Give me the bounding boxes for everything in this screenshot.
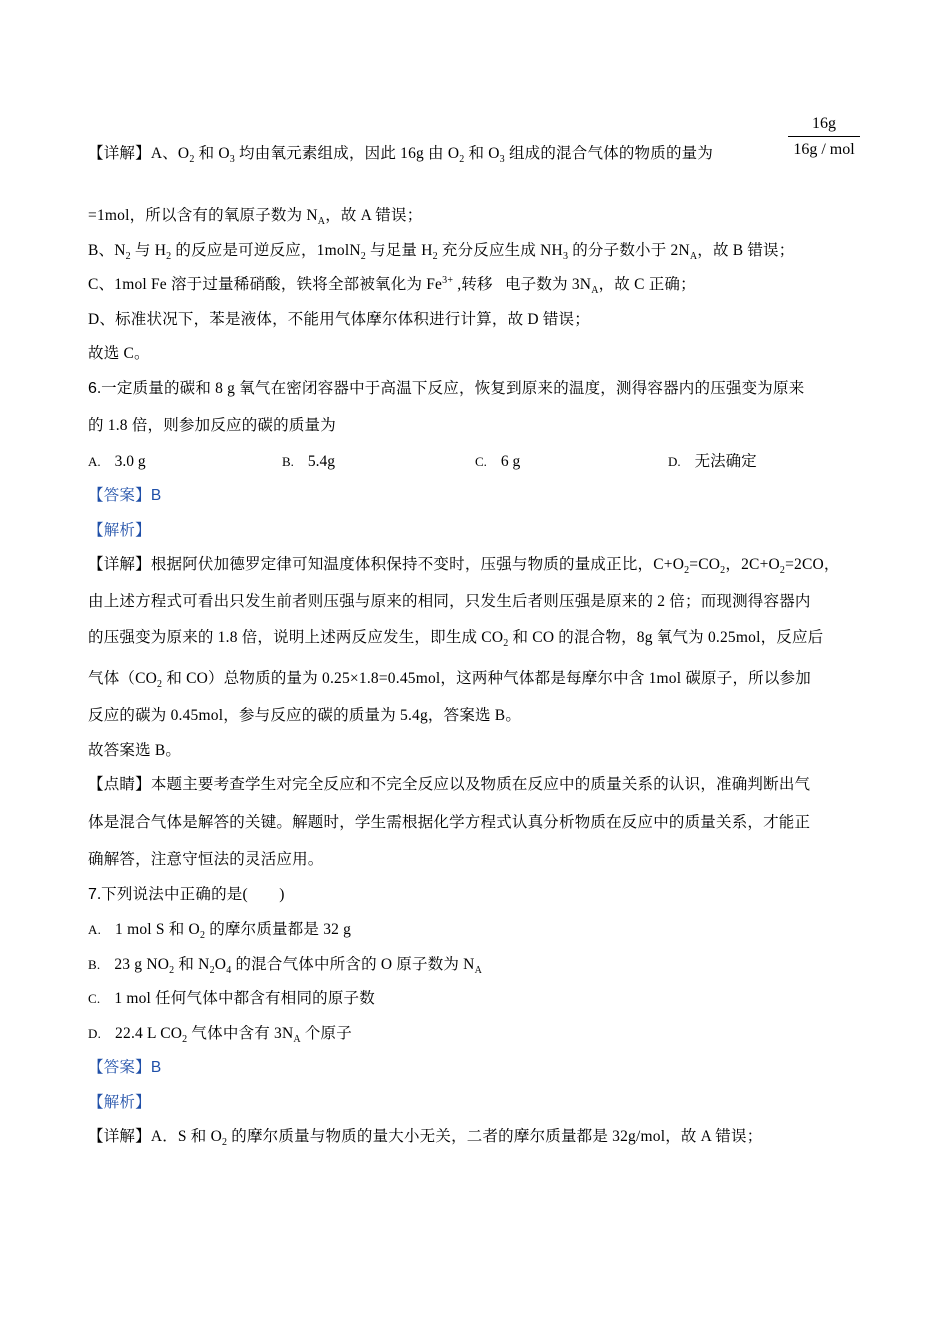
q6-detail-line-2: 由上述方程式可看出只发生前者则压强与原来的相同，只发生后者则压强是原来的 2 倍；而现测得容器内 (88, 593, 811, 610)
fraction-denominator: 16g / mol (793, 141, 855, 158)
q7-option-d: D. 22.4 L $CO_2$ 气体中含有 $3N_A$ 个原子 (88, 1025, 352, 1046)
q6-detail-line-3: 的压强变为原来的 1.8 倍，说明上述两反应发生，即生成 $CO_2$ 和 CO 的混合物，8g 氧气为 0.25mol，反应后 (88, 629, 824, 650)
q5-detail-line-4: C、1mol Fe 溶于过量稀硝酸，铁将全部被氧化为 $Fe^{3+}$ ,转移 电子数为 $3N_A$，故 C 正确； (88, 274, 696, 297)
q5-detail-line-2: =1mol，所以含有的氧原子数为 $N_A$，故 A 错误； (88, 207, 423, 228)
q6-detail-line-5: 反应的碳为 0.45mol，参与反应的碳的质量为 5.4g，答案选 B。 (88, 707, 522, 724)
q7-analysis-tag: 【解析】 (88, 1094, 151, 1111)
q5-detail-line-3: B、$N_2$ 与 $H_2$ 的反应是可逆反应，1molN$_2$ 与足量 $H_2$ 充分反应生成 $NH_3$ 的分子数小于 $2N_A$，故 B 错误； (88, 242, 795, 263)
q7-stem: 7.下列说法中正确的是( ) (88, 886, 285, 903)
q6-detail-line-4: 气体（$CO_2$ 和 CO）总物质的量为 0.25×1.8=0.45mol，这两种气体都是每摩尔中含 1mol 碳原子，所以参加 (88, 670, 811, 691)
q7-detail-line-1: 【详解】A．S 和 $O_2$ 的摩尔质量与物质的量大小无关，二者的摩尔质量都是 32g/mol，故 A 错误； (88, 1128, 763, 1149)
q7-option-a: A. 1 mol S 和 $O_2$ 的摩尔质量都是 32 g (88, 921, 352, 942)
q7-answer: 【答案】B (88, 1059, 162, 1076)
q6-detail-line-6: 故答案选 B。 (88, 742, 182, 759)
q6-answer: 【答案】B (88, 487, 162, 504)
q6-comment-line-1: 【点睛】本题主要考查学生对完全反应和不完全反应以及物质在反应中的质量关系的认识，准确判断出气 (88, 776, 811, 793)
fraction (788, 114, 860, 161)
q5-detail-line-5: D、标准状况下，苯是液体，不能用气体摩尔体积进行计算，故 D 错误； (88, 311, 590, 328)
q5-detail-line-1: 【详解】A、$O_2$ 和 $O_3$ 均由氧元素组成，因此 16g 由 $O_2$ 和 $O_3$ 组成的混合气体的物质的量为 (88, 145, 714, 166)
q6-comment-line-3: 确解答，注意守恒法的灵活应用。 (88, 851, 324, 868)
q7-option-b: B. 23 g $NO_2$ 和 $N_2O_4$ 的混合气体中所含的 O 原子数为 $N_A$ (88, 956, 483, 977)
q6-detail-line-1: 【详解】根据阿伏加德罗定律可知温度体积保持不变时，压强与物质的量成正比，$C+O_2=CO_2$，$2C+O_2=2CO$， (88, 556, 840, 577)
q6-stem-line-1: 6.一定质量的碳和 8 g 氧气在密闭容器中于高温下反应，恢复到原来的温度，测得容器内的压强变为原来 (88, 380, 805, 397)
q7-option-c: C. 1 mol 任何气体中都含有相同的原子数 (88, 990, 375, 1007)
q5-conclusion: 故选 C。 (88, 345, 150, 362)
q6-analysis-tag: 【解析】 (88, 522, 151, 539)
q6-comment-line-2: 体是混合气体是解答的关键。解题时，学生需根据化学方程式认真分析物质在反应中的质量关系，才能正 (88, 814, 811, 831)
q6-option-a: A. 3.0 g (88, 453, 146, 470)
fraction-numerator: 16g (788, 114, 860, 137)
q6-stem-line-2: 的 1.8 倍，则参加反应的碳的质量为 (88, 417, 336, 434)
q6-option-d: D. 无法确定 (668, 453, 757, 470)
q6-option-c: C. 6 g (475, 453, 521, 470)
q6-option-b: B. 5.4g (282, 453, 336, 470)
